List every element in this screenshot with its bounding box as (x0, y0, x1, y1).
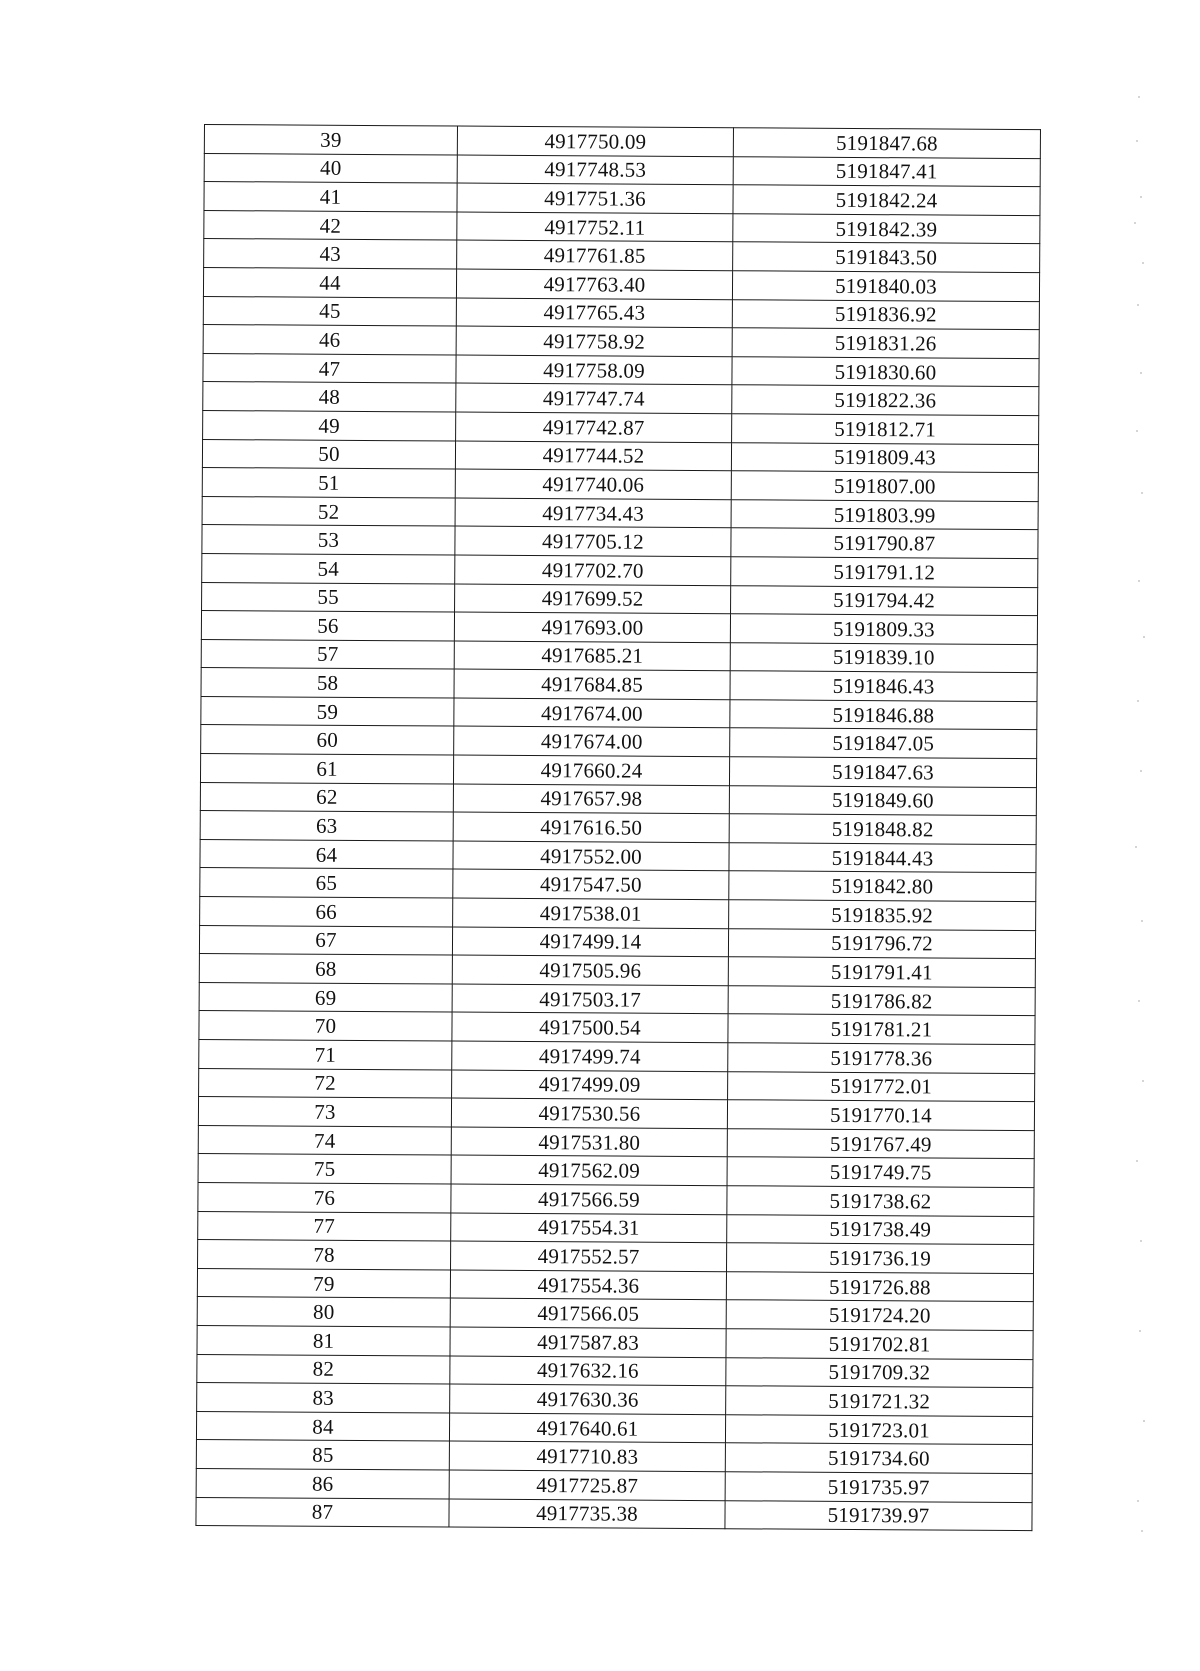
table-row (196, 1497, 1032, 1531)
y-coordinate-cell: 5191842.80 (729, 871, 1036, 901)
x-coordinate-cell: 4917552.00 (453, 841, 729, 871)
y-coordinate-cell: 5191831.26 (732, 328, 1039, 358)
point-number-cell: 58 (201, 668, 454, 698)
point-number-cell: 83 (197, 1383, 450, 1413)
scan-speck (1143, 1420, 1145, 1422)
x-coordinate-cell: 4917758.09 (456, 355, 732, 385)
point-number-cell: 70 (199, 1011, 452, 1041)
scan-speck (1136, 430, 1138, 432)
point-number-cell: 60 (201, 725, 454, 755)
x-coordinate-cell: 4917500.54 (452, 1012, 728, 1042)
y-coordinate-cell: 5191735.97 (725, 1472, 1032, 1502)
point-number-cell: 75 (198, 1154, 451, 1184)
x-coordinate-cell: 4917693.00 (454, 612, 730, 642)
point-number-cell: 59 (201, 696, 454, 726)
coordinates-table-body (196, 125, 1041, 1531)
y-coordinate-cell: 5191809.43 (731, 442, 1038, 472)
y-coordinate-cell: 5191738.62 (727, 1186, 1034, 1216)
y-coordinate-cell: 5191709.32 (726, 1357, 1033, 1387)
x-coordinate-cell: 4917748.53 (457, 155, 733, 185)
x-coordinate-cell: 4917744.52 (455, 441, 731, 471)
y-coordinate-cell: 5191767.49 (727, 1128, 1034, 1158)
scan-speck (1137, 304, 1139, 306)
y-coordinate-cell: 5191836.92 (732, 299, 1039, 329)
x-coordinate-cell: 4917587.83 (450, 1327, 726, 1357)
x-coordinate-cell: 4917742.87 (456, 412, 732, 442)
point-number-cell: 82 (197, 1354, 450, 1384)
point-number-cell: 79 (197, 1268, 450, 1298)
y-coordinate-cell: 5191738.49 (727, 1214, 1034, 1244)
point-number-cell: 48 (203, 382, 456, 412)
x-coordinate-cell: 4917761.85 (457, 240, 733, 270)
point-number-cell: 55 (202, 582, 455, 612)
point-number-cell: 49 (203, 410, 456, 440)
x-coordinate-cell: 4917657.98 (453, 784, 729, 814)
y-coordinate-cell: 5191749.75 (727, 1157, 1034, 1187)
x-coordinate-cell: 4917751.36 (457, 183, 733, 213)
point-number-cell: 40 (204, 153, 457, 183)
scan-speck (1140, 770, 1142, 772)
x-coordinate-cell: 4917505.96 (452, 955, 728, 985)
x-coordinate-cell: 4917660.24 (453, 755, 729, 785)
x-coordinate-cell: 4917765.43 (456, 298, 732, 328)
point-number-cell: 63 (200, 811, 453, 841)
y-coordinate-cell: 5191770.14 (727, 1100, 1034, 1130)
y-coordinate-cell: 5191848.82 (729, 814, 1036, 844)
y-coordinate-cell: 5191791.41 (728, 957, 1035, 987)
point-number-cell: 57 (201, 639, 454, 669)
y-coordinate-cell: 5191846.43 (730, 671, 1037, 701)
x-coordinate-cell: 4917547.50 (453, 869, 729, 899)
point-number-cell: 46 (203, 325, 456, 355)
point-number-cell: 66 (200, 897, 453, 927)
point-number-cell: 69 (199, 982, 452, 1012)
scan-speck (1134, 222, 1136, 224)
x-coordinate-cell: 4917705.12 (455, 526, 731, 556)
x-coordinate-cell: 4917674.00 (454, 727, 730, 757)
scan-speck (1136, 140, 1138, 142)
point-number-cell: 77 (198, 1211, 451, 1241)
y-coordinate-cell: 5191794.42 (731, 585, 1038, 615)
scan-speck (1140, 1240, 1142, 1242)
scan-speck (1141, 920, 1143, 922)
coordinates-table (195, 124, 1041, 1531)
scan-speck (1140, 372, 1142, 374)
x-coordinate-cell: 4917552.57 (451, 1241, 727, 1271)
x-coordinate-cell: 4917710.83 (449, 1441, 725, 1471)
x-coordinate-cell: 4917674.00 (454, 698, 730, 728)
x-coordinate-cell: 4917750.09 (457, 126, 733, 156)
scan-speck (1135, 846, 1137, 848)
x-coordinate-cell: 4917503.17 (452, 984, 728, 1014)
point-number-cell: 42 (204, 210, 457, 240)
scan-speck (1138, 1000, 1140, 1002)
scan-speck (1142, 262, 1144, 264)
y-coordinate-cell: 5191822.36 (732, 385, 1039, 415)
point-number-cell: 50 (202, 439, 455, 469)
y-coordinate-cell: 5191739.97 (725, 1500, 1032, 1530)
point-number-cell: 43 (204, 239, 457, 269)
point-number-cell: 85 (196, 1440, 449, 1470)
y-coordinate-cell: 5191736.19 (727, 1243, 1034, 1273)
y-coordinate-cell: 5191778.36 (728, 1043, 1035, 1073)
point-number-cell: 47 (203, 353, 456, 383)
point-number-cell: 51 (202, 468, 455, 498)
point-number-cell: 61 (200, 754, 453, 784)
x-coordinate-cell: 4917616.50 (453, 812, 729, 842)
y-coordinate-cell: 5191843.50 (733, 242, 1040, 272)
y-coordinate-cell: 5191844.43 (729, 843, 1036, 873)
point-number-cell: 76 (198, 1182, 451, 1212)
point-number-cell: 73 (198, 1097, 451, 1127)
y-coordinate-cell: 5191846.88 (730, 700, 1037, 730)
y-coordinate-cell: 5191796.72 (728, 928, 1035, 958)
scan-speck (1138, 96, 1140, 98)
x-coordinate-cell: 4917566.59 (451, 1184, 727, 1214)
x-coordinate-cell: 4917758.92 (456, 326, 732, 356)
scan-speck (1136, 1160, 1138, 1162)
x-coordinate-cell: 4917640.61 (449, 1413, 725, 1443)
point-number-cell: 62 (200, 782, 453, 812)
y-coordinate-cell: 5191724.20 (726, 1300, 1033, 1330)
y-coordinate-cell: 5191790.87 (731, 528, 1038, 558)
y-coordinate-cell: 5191807.00 (731, 471, 1038, 501)
x-coordinate-cell: 4917699.52 (455, 584, 731, 614)
y-coordinate-cell: 5191734.60 (725, 1443, 1032, 1473)
y-coordinate-cell: 5191812.71 (732, 414, 1039, 444)
y-coordinate-cell: 5191847.63 (729, 757, 1036, 787)
y-coordinate-cell: 5191781.21 (728, 1014, 1035, 1044)
scan-speck (1140, 196, 1142, 198)
x-coordinate-cell: 4917747.74 (456, 383, 732, 413)
y-coordinate-cell: 5191809.33 (730, 614, 1037, 644)
scan-speck (1141, 492, 1143, 494)
x-coordinate-cell: 4917531.80 (451, 1127, 727, 1157)
x-coordinate-cell: 4917734.43 (455, 498, 731, 528)
point-number-cell: 71 (199, 1039, 452, 1069)
point-number-cell: 72 (199, 1068, 452, 1098)
x-coordinate-cell: 4917562.09 (451, 1155, 727, 1185)
y-coordinate-cell: 5191830.60 (732, 356, 1039, 386)
x-coordinate-cell: 4917740.06 (455, 469, 731, 499)
point-number-cell: 41 (204, 182, 457, 212)
y-coordinate-cell: 5191772.01 (728, 1071, 1035, 1101)
scan-speck (1138, 580, 1140, 582)
x-coordinate-cell: 4917566.05 (450, 1298, 726, 1328)
point-number-cell: 44 (203, 267, 456, 297)
scan-speck (1142, 1080, 1144, 1082)
x-coordinate-cell: 4917554.31 (451, 1213, 727, 1243)
y-coordinate-cell: 5191723.01 (725, 1414, 1032, 1444)
point-number-cell: 67 (199, 925, 452, 955)
y-coordinate-cell: 5191791.12 (731, 557, 1038, 587)
x-coordinate-cell: 4917752.11 (457, 212, 733, 242)
point-number-cell: 45 (203, 296, 456, 326)
point-number-cell: 68 (199, 954, 452, 984)
y-coordinate-cell: 5191726.88 (726, 1271, 1033, 1301)
x-coordinate-cell: 4917499.09 (452, 1070, 728, 1100)
point-number-cell: 84 (196, 1411, 449, 1441)
scan-speck (1137, 1500, 1139, 1502)
y-coordinate-cell: 5191842.24 (733, 185, 1040, 215)
x-coordinate-cell: 4917630.36 (450, 1384, 726, 1414)
point-number-cell: 81 (197, 1325, 450, 1355)
x-coordinate-cell: 4917499.74 (452, 1041, 728, 1071)
x-coordinate-cell: 4917763.40 (456, 269, 732, 299)
point-number-cell: 64 (200, 839, 453, 869)
y-coordinate-cell: 5191786.82 (728, 986, 1035, 1016)
point-number-cell: 80 (197, 1297, 450, 1327)
y-coordinate-cell: 5191842.39 (733, 214, 1040, 244)
point-number-cell: 86 (196, 1468, 449, 1498)
point-number-cell: 54 (202, 553, 455, 583)
x-coordinate-cell: 4917632.16 (450, 1356, 726, 1386)
point-number-cell: 87 (196, 1497, 449, 1527)
point-number-cell: 53 (202, 525, 455, 555)
x-coordinate-cell: 4917499.14 (452, 927, 728, 957)
point-number-cell: 65 (200, 868, 453, 898)
x-coordinate-cell: 4917725.87 (449, 1470, 725, 1500)
y-coordinate-cell: 5191803.99 (731, 499, 1038, 529)
point-number-cell: 56 (201, 611, 454, 641)
scan-speck (1137, 700, 1139, 702)
x-coordinate-cell: 4917735.38 (449, 1499, 725, 1529)
y-coordinate-cell: 5191847.68 (733, 128, 1040, 158)
y-coordinate-cell: 5191721.32 (726, 1386, 1033, 1416)
x-coordinate-cell: 4917684.85 (454, 669, 730, 699)
x-coordinate-cell: 4917554.36 (450, 1270, 726, 1300)
x-coordinate-cell: 4917530.56 (451, 1098, 727, 1128)
scan-speck (1139, 1330, 1141, 1332)
point-number-cell: 78 (198, 1240, 451, 1270)
point-number-cell: 52 (202, 496, 455, 526)
point-number-cell: 74 (198, 1125, 451, 1155)
x-coordinate-cell: 4917702.70 (455, 555, 731, 585)
y-coordinate-cell: 5191847.05 (730, 728, 1037, 758)
point-number-cell: 39 (204, 125, 457, 155)
y-coordinate-cell: 5191839.10 (730, 642, 1037, 672)
x-coordinate-cell: 4917685.21 (454, 641, 730, 671)
scan-speck (1141, 1530, 1143, 1532)
y-coordinate-cell: 5191840.03 (732, 271, 1039, 301)
y-coordinate-cell: 5191847.41 (733, 156, 1040, 186)
y-coordinate-cell: 5191702.81 (726, 1329, 1033, 1359)
x-coordinate-cell: 4917538.01 (453, 898, 729, 928)
scan-speck (1143, 636, 1145, 638)
y-coordinate-cell: 5191835.92 (729, 900, 1036, 930)
y-coordinate-cell: 5191849.60 (729, 785, 1036, 815)
